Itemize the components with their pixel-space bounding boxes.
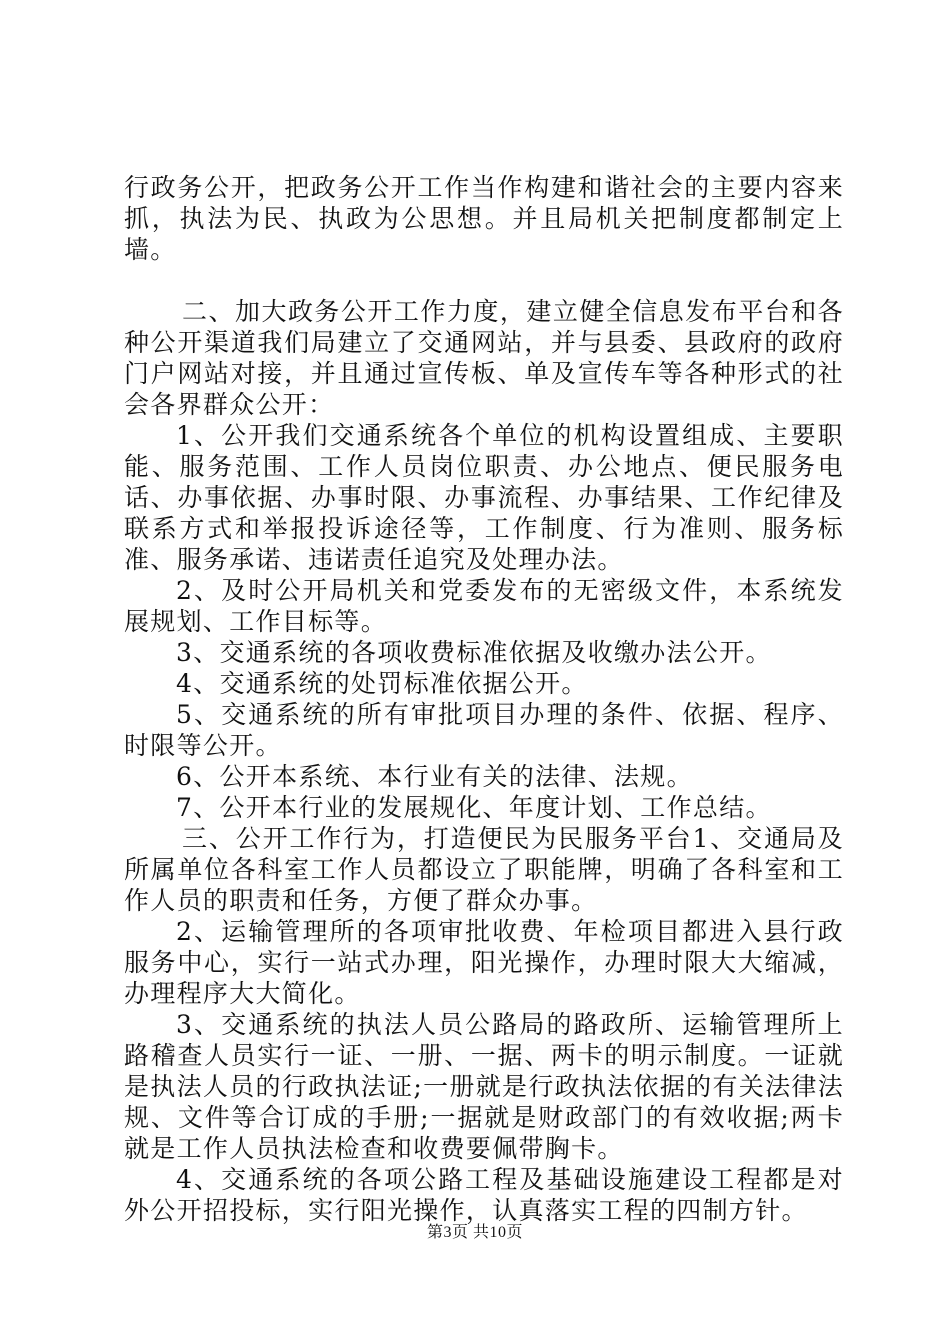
paragraph-three-item-4: 4、交通系统的各项公路工程及基础设施建设工程都是对外公开招投标，实行阳光操作，认真落实工程的四制方针。 — [124, 1165, 844, 1225]
paragraph-item-4: 4、交通系统的处罚标准依据公开。 — [176, 669, 588, 698]
paragraph-three-item-2: 2、运输管理所的各项审批收费、年检项目都进入县行政服务中心，实行一站式办理，阳光操作，办理时限大大缩减，办理程序大大简化。 — [124, 917, 844, 1008]
paragraph-item-2: 2、及时公开局机关和党委发布的无密级文件，本系统发展规划、工作目标等。 — [124, 576, 844, 636]
paragraph-item-7: 7、公开本行业的发展规化、年度计划、工作总结。 — [176, 793, 772, 822]
paragraph-item-3: 3、交通系统的各项收费标准依据及收缴办法公开。 — [176, 638, 772, 667]
paragraph-section-three: 三、公开工作行为，打造便民为民服务平台1、交通局及所属单位各科室工作人员都设立了职能牌，明确了各科室和工作人员的职责和任务，方便了群众办事。 — [124, 824, 844, 915]
document-body — [124, 172, 844, 1226]
paragraph-item-5: 5、交通系统的所有审批项目办理的条件、依据、程序、时限等公开。 — [124, 700, 844, 760]
paragraph-section-two: 二、加大政务公开工作力度，建立健全信息发布平台和各种公开渠道我们局建立了交通网站，并与县委、县政府的政府门户网站对接，并且通过宣传板、单及宣传车等各种形式的社会各界群众公开： — [124, 297, 844, 419]
page-number-footer: 第3页 共10页 — [426, 1224, 523, 1241]
paragraph-three-item-3: 3、交通系统的执法人员公路局的路政所、运输管理所上路稽查人员实行一证、一册、一据、两卡的明示制度。一证就是执法人员的行政执法证;一册就是行政执法依据的有关法律法规、文件等合订成的手册;一据就是财政部门的有效收据;两卡就是工作人员执法检查和收费要佩带胸卡。 — [124, 1010, 844, 1163]
paragraph-item-1: 1、公开我们交通系统各个单位的机构设置组成、主要职能、服务范围、工作人员岗位职责、办公地点、便民服务电话、办事依据、办事时限、办事流程、办事结果、工作纪律及联系方式和举报投诉途径等，工作制度、行为准则、服务标准、服务承诺、违诺责任追究及处理办法。 — [124, 421, 844, 574]
paragraph-continuation: 行政务公开，把政务公开工作当作构建和谐社会的主要内容来抓，执法为民、执政为公思想。并且局机关把制度都制定上墙。 — [124, 173, 844, 264]
paragraph-item-6: 6、公开本系统、本行业有关的法律、法规。 — [176, 762, 693, 791]
